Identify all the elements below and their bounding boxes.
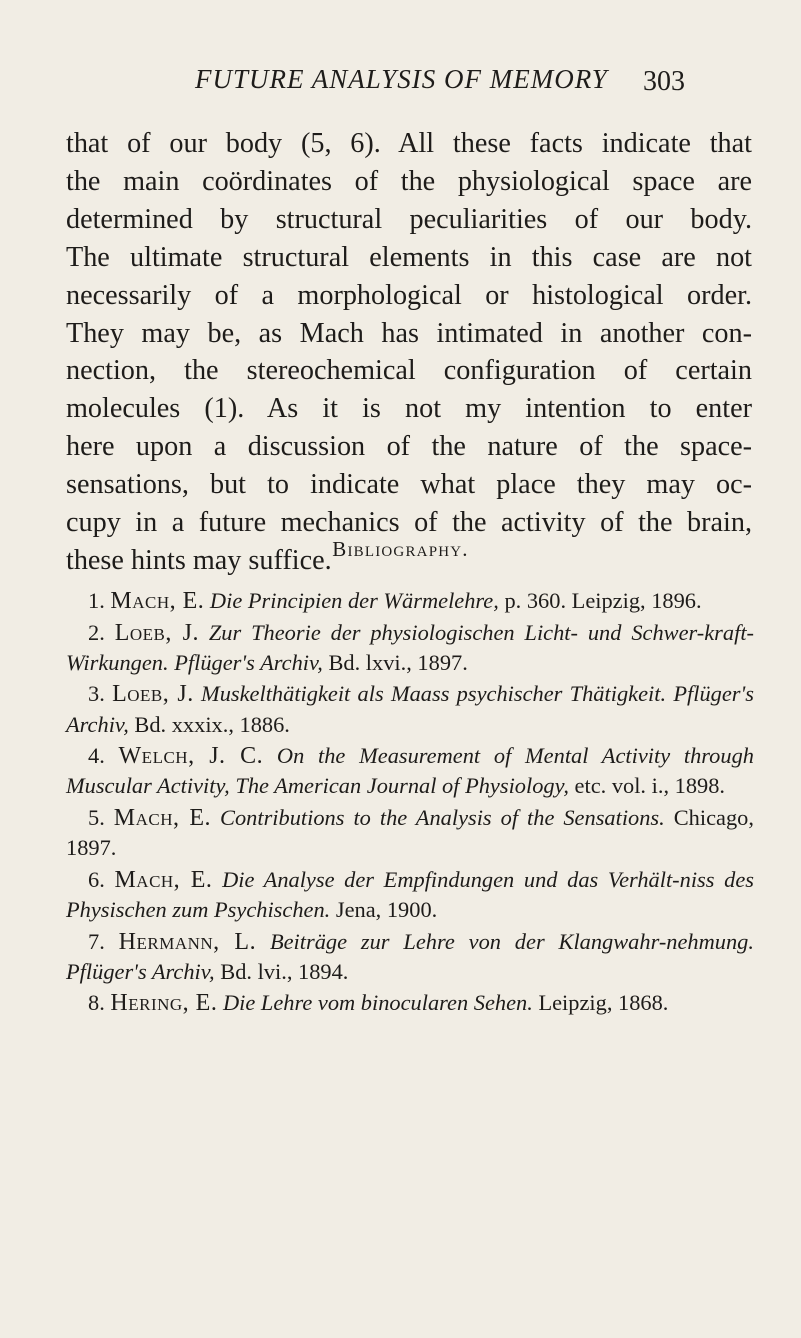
entry-details: Jena, 1900. xyxy=(335,896,438,922)
bibliography-entry xyxy=(66,679,754,739)
body-line: nection, the stereochemical configuration of certain xyxy=(66,355,752,387)
running-head xyxy=(0,64,801,104)
entry-author: Loeb, J. xyxy=(112,681,194,708)
entry-number: 8. xyxy=(88,990,105,1016)
bibliography-entry xyxy=(66,927,754,987)
entry-details: Bd. xxxix., 1886. xyxy=(134,711,290,737)
body-line: necessarily of a morphological or histological order. xyxy=(66,279,752,311)
entry-details: Bd. lxvi., 1897. xyxy=(328,649,468,675)
entry-journal: The American Journal of Physiology, xyxy=(235,773,569,799)
body-line: molecules (1). As it is not my intention to enter xyxy=(66,393,752,425)
entry-number: 5. xyxy=(88,804,105,830)
body-line: The ultimate structural elements in this case are not xyxy=(66,241,752,273)
bibliography-entry xyxy=(66,618,754,678)
page-number: 303 xyxy=(643,66,685,97)
running-title: FUTURE ANALYSIS OF MEMORY xyxy=(195,64,608,94)
bibliography-list xyxy=(66,586,754,1020)
body-line: They may be, as Mach has intimated in another con- xyxy=(66,317,752,349)
bibliography-heading: Bibliography. xyxy=(332,537,469,561)
entry-author: Loeb, J. xyxy=(114,619,199,646)
entry-author: Hering, E. xyxy=(110,990,218,1017)
entry-title: Die Lehre vom binocularen Sehen. xyxy=(222,990,533,1016)
entry-number: 7. xyxy=(88,928,105,954)
entry-journal: Pflüger's Archiv, xyxy=(174,649,323,675)
entry-details: p. 360. Leipzig, 1896. xyxy=(504,588,702,613)
entry-author: Welch, J. C. xyxy=(118,743,264,770)
entry-details: Bd. lvi., 1894. xyxy=(220,958,349,984)
bibliography-entry xyxy=(66,865,754,925)
body-line: sensations, but to indicate what place they may oc- xyxy=(66,469,752,501)
body-line: cupy in a future mechanics of the activity of the brain, xyxy=(66,507,752,539)
entry-title: Die Analyse der Empfindungen und das Verhält-niss des Physischen zum Psychischen. xyxy=(66,866,754,922)
body-line: that of our body (5, 6). All these facts indicate that xyxy=(66,128,752,159)
entry-number: 3. xyxy=(88,681,105,707)
entry-number: 2. xyxy=(88,619,105,645)
entry-title: Beiträge zur Lehre von der Klangwahr-nehmung. xyxy=(269,928,754,954)
entry-number: 6. xyxy=(88,866,105,892)
bibliography-entry xyxy=(66,803,754,863)
entry-journal: Pflüger's Archiv, xyxy=(66,958,215,984)
entry-title: Die Principien der Wärmelehre, xyxy=(209,588,499,613)
entry-author: Hermann, L. xyxy=(118,928,257,955)
entry-author: Mach, E. xyxy=(113,804,212,831)
bibliography-entry xyxy=(66,586,754,616)
body-line: the main coördinates of the physiological space are xyxy=(66,165,752,197)
entry-details: Leipzig, 1868. xyxy=(538,990,669,1016)
body-line: these hints may suffice. xyxy=(66,544,332,576)
entry-title: Contributions to the Analysis of the Sensations. xyxy=(220,804,665,830)
entry-details: etc. vol. i., 1898. xyxy=(574,773,726,799)
entry-title: On the Measurement of Mental Activity through Muscular Activity, xyxy=(66,743,754,799)
entry-author: Mach, E. xyxy=(110,588,205,614)
bibliography-entry xyxy=(66,988,754,1018)
body-paragraph xyxy=(66,125,752,580)
entry-title: Zur Theorie der physiologischen Licht- und Schwer-kraft-Wirkungen. xyxy=(66,619,754,675)
entry-details: Chicago, 1897. xyxy=(66,804,754,861)
body-line: here upon a discussion of the nature of the space- xyxy=(66,431,752,463)
bibliography-entry xyxy=(66,741,754,801)
entry-author: Mach, E. xyxy=(114,866,213,893)
body-line: determined by structural peculiarities of our body. xyxy=(66,203,752,235)
entry-number: 4. xyxy=(88,743,105,769)
entry-number: 1. xyxy=(88,588,105,613)
entry-journal: Pflüger's Archiv, xyxy=(66,681,755,737)
entry-title: Muskelthätigkeit als Maass psychischer Thätigkeit. xyxy=(201,681,667,707)
